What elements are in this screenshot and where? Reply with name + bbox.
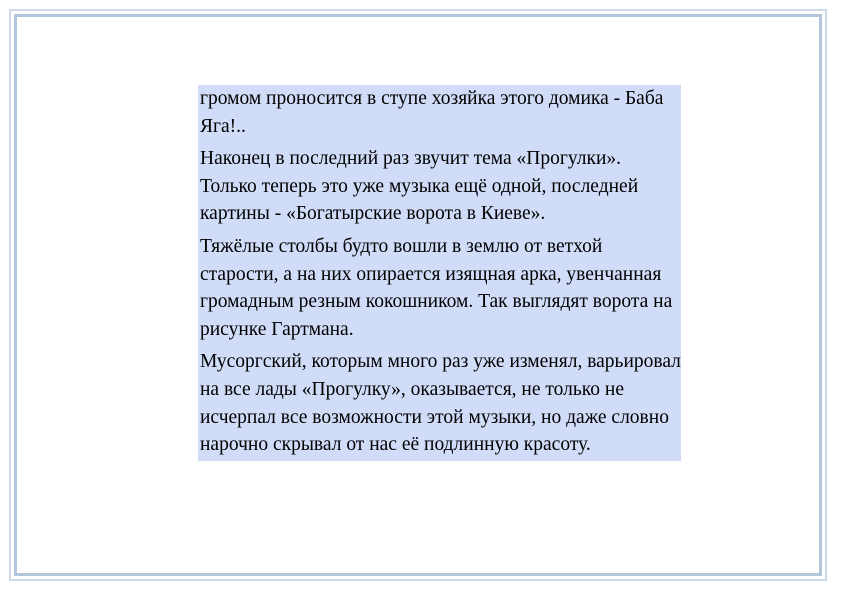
paragraph-1: громом проносится в ступе хозяйка этого домика - Баба Яга!.. [200, 88, 664, 137]
paragraph-4: Мусоргский, которым много раз уже изменял, варьировал на все лады «Прогулку», оказывается, не только не исчерпал все возможности этой музыки, но даже словно нарочно скрывал от нас её подлинную красоту. [200, 351, 681, 456]
paragraph-2: Наконец в последний раз звучит тема «Прогулки». Только теперь это уже музыка ещё одной, последней картины - «Богатырские ворота в Киеве». [200, 148, 639, 225]
text-block [198, 85, 681, 461]
paragraph-3: Тяжёлые столбы будто вошли в землю от ветхой старости, а на них опирается изящная арка, увенчанная громадным резным кокошником. Так выглядят ворота на рисунке Гартмана. [200, 235, 673, 340]
